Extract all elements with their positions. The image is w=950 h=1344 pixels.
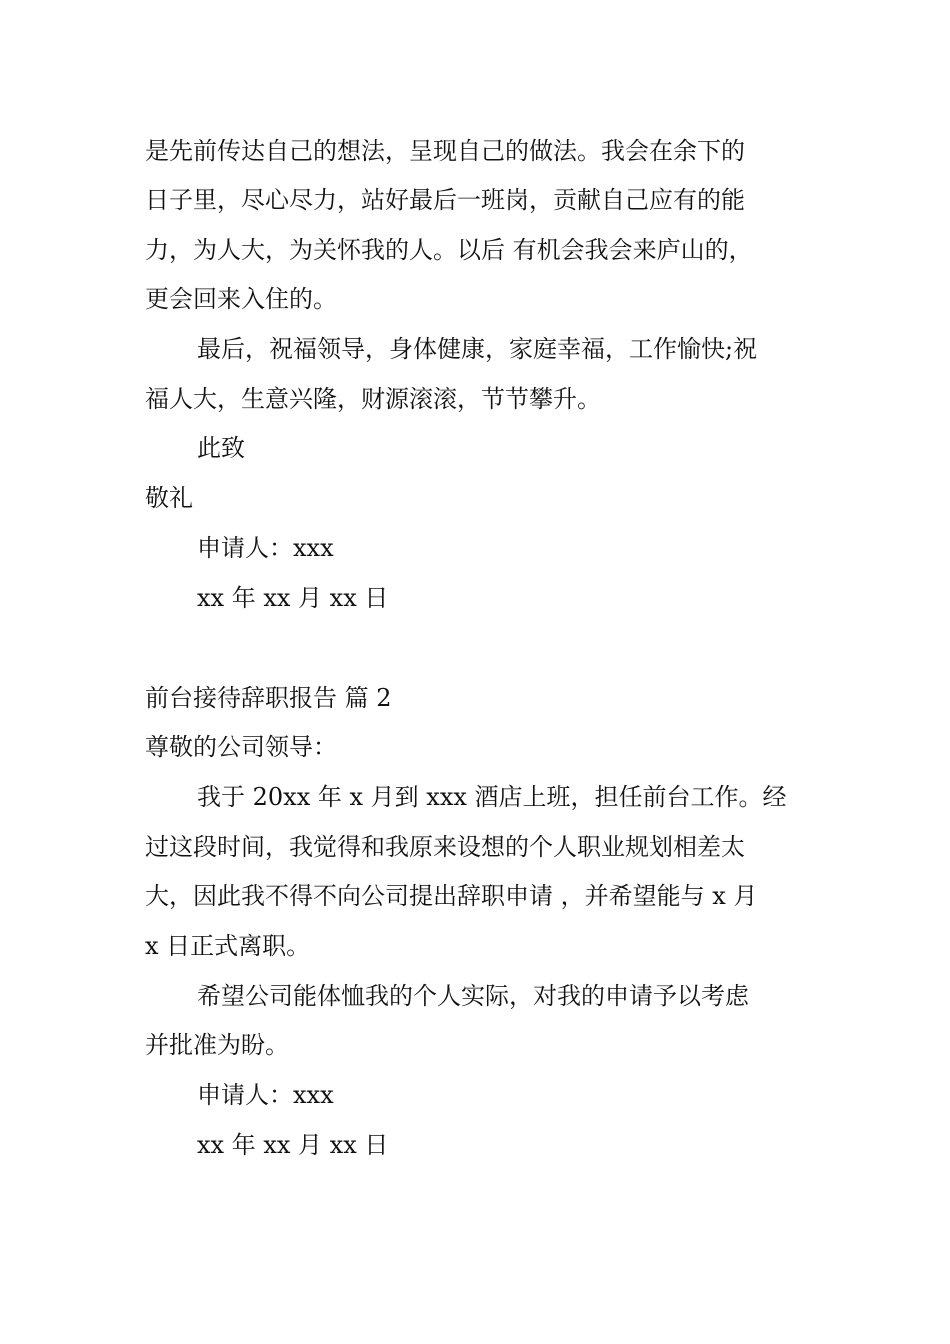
- text-line: 是先前传达自己的想法，呈现自己的做法。我会在余下的: [145, 137, 745, 165]
- date-line: xx 年 xx 月 xx 日: [197, 584, 389, 612]
- text-line: 最后，祝福领导，身体健康，家庭幸福，工作愉快;祝: [197, 335, 758, 363]
- text-line: 过这段时间，我觉得和我原来设想的个人职业规划相差太: [145, 833, 745, 861]
- applicant-line: 申请人：xxx: [197, 1081, 334, 1109]
- text-line: 更会回来入住的。: [145, 285, 337, 313]
- text-line: 大，因此我不得不向公司提出辞职申请 ，并希望能与 x 月: [145, 882, 758, 910]
- applicant-line: 申请人：xxx: [197, 534, 334, 562]
- text-line: 福人大，生意兴隆，财源滚滚，节节攀升。: [145, 385, 601, 413]
- text-line: 我于 20xx 年 x 月到 xxx 酒店上班，担任前台工作。经: [197, 783, 787, 811]
- text-line: x 日正式离职。: [145, 932, 311, 960]
- date-line: xx 年 xx 月 xx 日: [197, 1131, 389, 1159]
- salutation: 尊敬的公司领导：: [145, 733, 337, 761]
- text-line: 希望公司能体恤我的个人实际，对我的申请予以考虑: [197, 982, 749, 1010]
- closing-jingli: 敬礼: [145, 484, 193, 512]
- section-title: 前台接待辞职报告 篇 2: [145, 684, 392, 712]
- text-line: 日子里，尽心尽力，站好最后一班岗，贡献自己应有的能: [145, 186, 745, 214]
- closing-cizhi: 此致: [197, 434, 245, 462]
- text-line: 并批准为盼。: [145, 1031, 289, 1059]
- text-line: 力，为人大，为关怀我的人。以后 有机会我会来庐山的，: [145, 236, 753, 264]
